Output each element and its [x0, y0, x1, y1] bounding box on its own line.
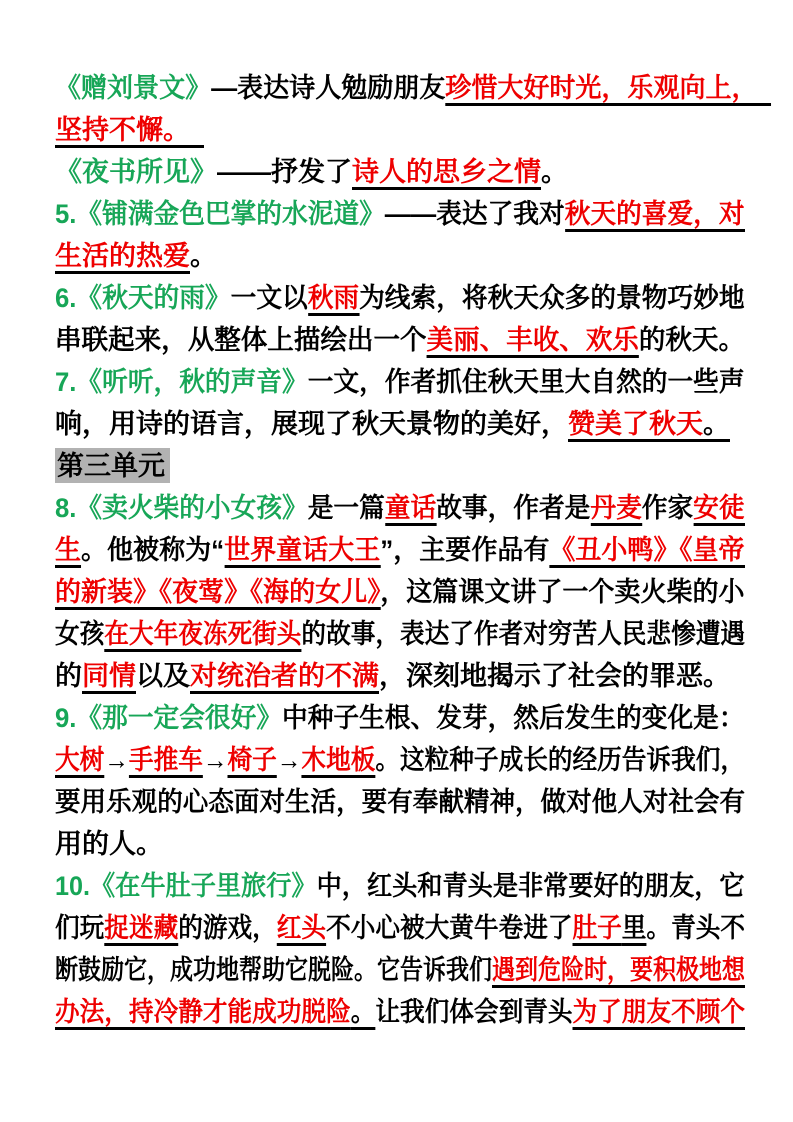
text-run: 一文，作者抓住秋天里大自然的一些声: [307, 367, 745, 397]
text-line: [55, 865, 745, 907]
text-run: ，这篇课文讲了一个卖火柴的小: [380, 577, 745, 607]
highlighted-answer: 肚子: [573, 913, 622, 946]
text-run: 。这粒种子成长的经历告诉我们，: [375, 745, 745, 775]
text-run: 的: [55, 661, 82, 691]
text-run: →: [276, 745, 302, 775]
highlighted-answer: 红头: [277, 913, 326, 946]
highlighted-answer: 捉迷藏: [104, 913, 178, 946]
text-run: [745, 73, 771, 106]
text-line: [55, 193, 745, 235]
text-run: 。: [703, 409, 730, 442]
text-run: 故事，作者是: [436, 493, 591, 523]
text-run: 们玩: [55, 913, 105, 943]
text-run: 。青头不: [646, 913, 745, 943]
text-run: 。: [541, 157, 568, 187]
text-run: 让我们体会到青头: [375, 997, 573, 1027]
text-run: →: [104, 745, 129, 775]
text-run: 要用乐观的心态面对生活，要有奉献精神，做对他人对社会有: [55, 787, 745, 817]
text-run: 女孩: [55, 619, 105, 649]
text-run: 断鼓励它，成功地帮助它脱险。它告诉我们: [55, 955, 492, 985]
text-run: ——表达了我对: [384, 199, 565, 229]
text-run: 以及: [136, 661, 190, 691]
lesson-title: 8.《卖火柴的小女孩》: [55, 493, 308, 523]
text-line: [55, 949, 745, 991]
text-line: [55, 613, 745, 655]
text-run: 作家: [641, 493, 694, 523]
highlighted-answer: 珍惜大好时光，乐观向上，: [445, 73, 744, 106]
text-run: ”，主要作品有: [380, 535, 550, 565]
highlighted-answer: 世界童话大王: [224, 535, 380, 568]
document-content: [55, 67, 745, 1033]
text-line: [55, 361, 745, 403]
highlighted-answer: 对统治者的不满: [190, 661, 379, 694]
text-line: [55, 697, 745, 739]
text-line: [55, 571, 745, 613]
highlighted-answer: 坚持不懈。: [55, 115, 177, 148]
highlighted-answer: 赞美了秋天: [568, 409, 703, 442]
highlighted-answer: 的新装》《夜莺》《海的女儿》: [55, 577, 380, 610]
highlighted-answer: 美丽、丰收、欢乐: [427, 325, 639, 358]
text-run: 中种子生根、发芽，然后发生的变化是：: [282, 703, 745, 733]
text-run: 。: [351, 997, 376, 1030]
text-line: [55, 151, 745, 193]
text-run: —表达诗人勉励朋友: [211, 73, 446, 103]
text-line: [55, 109, 745, 151]
text-run: 不小心被大黄牛卷进了: [326, 913, 573, 943]
text-run: ，深刻地揭示了社会的罪恶。: [379, 661, 730, 691]
lesson-title: 9.《那一定会很好》: [55, 703, 283, 733]
text-run: 串联起来，从整体上描绘出一个: [55, 325, 427, 355]
highlighted-answer: 办法，持冷静才能成功脱险: [55, 997, 351, 1030]
highlighted-answer: 秋天的喜爱，对: [565, 199, 745, 232]
highlighted-answer: 秋雨: [308, 283, 359, 316]
text-run: 。他被称为“: [81, 535, 225, 565]
highlighted-answer: 生活的热爱: [55, 241, 190, 274]
section-header: 第三单元: [55, 448, 170, 483]
highlighted-answer: 在大年夜冻死街头: [104, 619, 301, 652]
text-line: [55, 739, 745, 781]
text-run: 的故事，表达了作者对穷苦人民悲惨遭遇: [301, 619, 745, 649]
text-line: [55, 319, 745, 361]
text-run: 用的人。: [55, 829, 163, 859]
text-line: [55, 529, 745, 571]
text-run: 的游戏，: [178, 913, 277, 943]
text-run: 中，红头和青头是非常要好的朋友，它: [316, 871, 745, 901]
text-line: [55, 277, 745, 319]
text-line: [55, 487, 745, 529]
highlighted-answer: 生: [55, 535, 81, 568]
text-run: 里: [622, 913, 647, 946]
section-header-line: [55, 445, 745, 487]
text-run: 。: [190, 241, 217, 271]
text-run: 响，用诗的语言，展现了秋天景物的美好，: [55, 409, 568, 439]
text-line: [55, 781, 745, 823]
text-run: →: [202, 745, 228, 775]
highlighted-answer: 童话: [385, 493, 436, 526]
highlighted-answer: 为了朋友不顾个: [573, 997, 746, 1030]
text-run: 为线索，将秋天众多的景物巧妙地: [359, 283, 745, 313]
text-run: 是一篇: [307, 493, 385, 523]
text-line: [55, 823, 745, 865]
highlighted-answer: 椅子: [228, 745, 277, 778]
lesson-title: 5.《铺满金色巴掌的水泥道》: [55, 199, 385, 229]
highlighted-answer: 木地板: [301, 745, 375, 778]
text-line: [55, 991, 745, 1033]
highlighted-answer: 同情: [82, 661, 136, 694]
text-run: 一文以: [230, 283, 308, 313]
text-run: ——抒发了: [217, 157, 352, 187]
text-line: [55, 403, 745, 445]
highlighted-answer: 手推车: [129, 745, 203, 778]
highlighted-answer: 丹麦: [590, 493, 641, 526]
text-line: [55, 235, 745, 277]
text-run: 的秋天。: [638, 325, 745, 355]
highlighted-answer: 安徒: [693, 493, 744, 526]
text-line: [55, 67, 745, 109]
highlighted-answer: 《丑小鸭》《皇帝: [549, 535, 744, 568]
text-line: [55, 655, 745, 697]
lesson-title: 《赠刘景文》: [55, 73, 212, 103]
lesson-title: 《夜书所见》: [55, 157, 217, 187]
text-line: [55, 907, 745, 949]
lesson-title: 6.《秋天的雨》: [55, 283, 231, 313]
lesson-title: 10.《在牛肚子里旅行》: [55, 871, 317, 901]
highlighted-answer: 诗人的思乡之情: [352, 157, 541, 190]
highlighted-answer: 遇到危险时，要积极地想: [492, 955, 745, 988]
highlighted-answer: 大树: [55, 745, 104, 778]
lesson-title: 7.《听听，秋的声音》: [55, 367, 308, 397]
text-run: [177, 115, 204, 148]
